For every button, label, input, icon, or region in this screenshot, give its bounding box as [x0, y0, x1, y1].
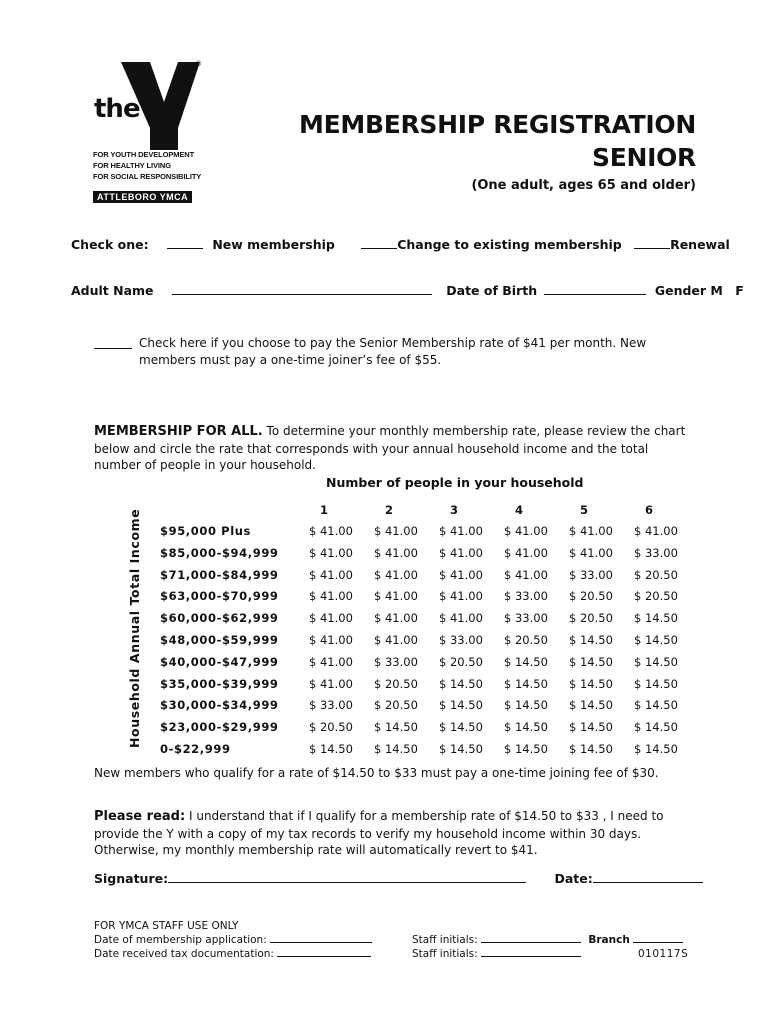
gender-f-option[interactable]: F [735, 283, 744, 298]
staff-tax-date-row [94, 948, 371, 960]
staff-initials-field-2[interactable] [481, 948, 581, 957]
column-header-2: 2 [384, 503, 393, 517]
senior-rate-line-2: members must pay a one-time joiner’s fee of $55. [139, 352, 442, 367]
signature-date-field[interactable] [593, 872, 703, 883]
svg-text:®: ® [196, 61, 202, 68]
rate-cell[interactable]: $ 33.00 [569, 567, 613, 582]
rate-cell[interactable]: $ 20.50 [634, 567, 678, 582]
branch-field[interactable] [633, 934, 683, 943]
rate-cell[interactable]: $ 41.00 [504, 567, 548, 582]
income-row-label: $95,000 Plus [160, 524, 251, 538]
rate-cell[interactable]: $ 41.00 [309, 524, 353, 538]
dob-field[interactable] [544, 284, 646, 295]
title-line-1: MEMBERSHIP REGISTRATION [299, 110, 696, 139]
rate-cell[interactable]: $ 41.00 [439, 545, 483, 560]
form-title [236, 108, 696, 193]
row-axis-label: Household Annual Total Income [127, 508, 142, 748]
rate-cell[interactable]: $ 14.50 [634, 742, 678, 756]
svg-text:YMCA: YMCA [161, 115, 178, 137]
rate-cell[interactable]: $ 20.50 [439, 654, 483, 669]
rate-cell[interactable]: $ 14.50 [439, 742, 483, 756]
gender-label: Gender M [654, 283, 723, 298]
form-code: 010117S [638, 948, 689, 960]
check-one-label: Check one: [71, 237, 149, 252]
form-subtitle: (One adult, ages 65 and older) [471, 178, 696, 193]
membership-for-all-line-3: number of people in your household. [94, 458, 316, 472]
rate-cell[interactable]: $ 14.50 [504, 698, 548, 713]
rate-cell[interactable]: $ 14.50 [504, 654, 548, 669]
column-header-3: 3 [449, 503, 458, 517]
rate-cell[interactable]: $ 20.50 [309, 720, 353, 735]
rate-cell[interactable]: $ 41.00 [309, 567, 353, 582]
joining-fee-note: New members who qualify for a rate of $14.50 to $33 must pay a one-time joining fee of $30. [94, 766, 659, 780]
rate-cell[interactable]: $ 14.50 [634, 654, 678, 669]
rate-cell[interactable]: $ 14.50 [634, 633, 678, 647]
new-membership-checkbox[interactable] [167, 238, 203, 249]
adult-name-label: Adult Name [71, 283, 154, 298]
rate-cell[interactable]: $ 14.50 [569, 676, 613, 691]
income-row-label: $35,000-$39,999 [160, 676, 279, 691]
rate-cell[interactable]: $ 41.00 [309, 654, 353, 669]
rate-cell[interactable]: $ 20.50 [504, 633, 548, 647]
change-membership-label: Change to existing membership [397, 237, 622, 252]
please-read-paragraph [94, 808, 714, 859]
staff-app-date-row [94, 934, 372, 946]
check-one-row [71, 237, 730, 252]
staff-heading: FOR YMCA STAFF USE ONLY [94, 920, 239, 932]
rate-cell[interactable]: $ 33.00 [374, 654, 418, 669]
income-row-label: $40,000-$47,999 [160, 654, 279, 669]
dob-label: Date of Birth [446, 283, 538, 298]
column-header-5: 5 [579, 503, 588, 517]
rate-cell[interactable]: $ 20.50 [374, 676, 418, 691]
income-row-label: $71,000-$84,999 [160, 567, 279, 582]
title-line-2: SENIOR [591, 143, 696, 172]
rate-cell[interactable]: $ 41.00 [309, 611, 353, 626]
signature-field[interactable] [168, 872, 526, 883]
rate-cell[interactable]: $ 14.50 [374, 720, 418, 735]
rate-cell[interactable]: $ 41.00 [439, 611, 483, 626]
table-title: Number of people in your household [326, 475, 584, 490]
rate-cell[interactable]: $ 14.50 [309, 742, 353, 756]
column-header-6: 6 [644, 503, 653, 517]
rate-cell[interactable]: $ 33.00 [634, 545, 678, 560]
rate-cell[interactable]: $ 20.50 [634, 589, 678, 604]
logo-the-text: the [94, 94, 140, 124]
rate-cell[interactable]: $ 41.00 [374, 633, 418, 647]
rate-cell[interactable]: $ 41.00 [309, 545, 353, 560]
membership-for-all-paragraph [94, 423, 694, 474]
rate-cell[interactable]: $ 14.50 [634, 698, 678, 713]
renewal-checkbox[interactable] [634, 238, 670, 249]
income-row-label: $85,000-$94,999 [160, 545, 279, 560]
staff-tax-date-field[interactable] [277, 948, 371, 957]
rate-cell[interactable]: $ 20.50 [374, 698, 418, 713]
adult-info-row [71, 283, 744, 298]
rate-cell[interactable]: $ 14.50 [439, 676, 483, 691]
rate-cell[interactable]: $ 14.50 [504, 742, 548, 756]
income-row-label: $60,000-$62,999 [160, 611, 279, 626]
rate-cell[interactable]: $ 14.50 [569, 698, 613, 713]
column-header-1: 1 [319, 503, 328, 517]
staff-initials-label-2: Staff initials: [412, 948, 478, 960]
rate-cell[interactable]: $ 41.00 [374, 545, 418, 560]
date-label: Date: [554, 871, 593, 886]
membership-for-all-line-2: below and circle the rate that corresponds with your annual household income and the total [94, 441, 649, 456]
rate-cell[interactable]: $ 41.00 [569, 545, 613, 560]
rate-cell[interactable]: $ 14.50 [634, 676, 678, 691]
ymca-logo [92, 58, 212, 208]
income-row-label: $48,000-$59,999 [160, 633, 279, 647]
rate-cell[interactable]: $ 14.50 [569, 720, 613, 735]
staff-app-date-field[interactable] [270, 934, 372, 943]
column-header-4: 4 [514, 503, 523, 517]
rate-cell[interactable]: $ 41.00 [569, 524, 613, 538]
rate-cell[interactable]: $ 14.50 [634, 611, 678, 626]
logo-line-3: FOR SOCIAL RESPONSIBILITY [93, 172, 202, 181]
rate-cell[interactable]: $ 41.00 [309, 589, 353, 604]
staff-tax-date-label: Date received tax documentation: [94, 948, 274, 960]
rate-cell[interactable]: $ 33.00 [504, 589, 548, 604]
income-row-label: 0-$22,999 [160, 742, 231, 756]
logo-line-2: FOR HEALTHY LIVING [93, 161, 171, 170]
staff-app-date-label: Date of membership application: [94, 934, 267, 946]
renewal-label: Renewal [670, 237, 730, 252]
rate-cell[interactable]: $ 41.00 [374, 611, 418, 626]
rate-cell[interactable]: $ 41.00 [374, 589, 418, 604]
rate-cell[interactable]: $ 41.00 [309, 676, 353, 691]
rate-cell[interactable]: $ 41.00 [504, 524, 548, 538]
senior-rate-line-1: Check here if you choose to pay the Senior Membership rate of $41 per month. New [139, 336, 647, 350]
senior-rate-option [94, 335, 694, 368]
rate-cell[interactable]: $ 41.00 [439, 524, 483, 538]
rate-cell[interactable]: $ 14.50 [569, 742, 613, 756]
please-read-line-2: provide the Y with a copy of my tax records to verify my household income within 30 days. [94, 826, 642, 841]
please-read-line-3: Otherwise, my monthly membership rate will automatically revert to $41. [94, 843, 538, 857]
senior-rate-checkbox[interactable] [94, 338, 132, 349]
income-row-label: $30,000-$34,999 [160, 698, 279, 713]
staff-initials-row-1 [412, 934, 683, 946]
staff-initials-field-1[interactable] [481, 934, 581, 943]
logo-branch: ATTLEBORO YMCA [93, 191, 192, 203]
rate-cell[interactable]: $ 20.50 [569, 589, 613, 604]
rate-cell[interactable]: $ 41.00 [439, 589, 483, 604]
rate-cell[interactable]: $ 41.00 [374, 567, 418, 582]
rate-cell[interactable]: $ 41.00 [374, 524, 418, 538]
new-membership-label: New membership [212, 237, 335, 252]
change-membership-checkbox[interactable] [361, 238, 397, 249]
rate-cell[interactable]: $ 14.50 [504, 676, 548, 691]
rate-cell[interactable]: $ 41.00 [309, 633, 353, 647]
senior-rate-text [139, 335, 694, 368]
please-read-heading: Please read: [94, 809, 186, 824]
membership-for-all-heading: MEMBERSHIP FOR ALL. [94, 424, 263, 439]
please-read-line-1: I understand that if I qualify for a membership rate of $14.50 to $33 , I need to [185, 809, 664, 823]
staff-initials-row-2 [412, 948, 581, 960]
adult-name-field[interactable] [172, 284, 432, 295]
rate-cell[interactable]: $ 33.00 [309, 698, 353, 713]
income-row-label: $23,000-$29,999 [160, 720, 279, 735]
rate-cell[interactable]: $ 14.50 [569, 654, 613, 669]
rate-cell[interactable]: $ 33.00 [504, 611, 548, 626]
rate-cell[interactable]: $ 14.50 [439, 698, 483, 713]
rate-cell[interactable]: $ 14.50 [374, 742, 418, 756]
rate-cell[interactable]: $ 41.00 [439, 567, 483, 582]
income-row-label: $63,000-$70,999 [160, 589, 279, 604]
rate-cell[interactable]: $ 41.00 [504, 545, 548, 560]
rate-cell[interactable]: $ 33.00 [439, 633, 483, 647]
signature-row [94, 871, 703, 886]
branch-label: Branch [588, 934, 630, 946]
signature-label: Signature: [94, 871, 169, 886]
staff-initials-label-1: Staff initials: [412, 934, 478, 946]
rate-cell[interactable]: $ 14.50 [634, 720, 678, 735]
membership-for-all-line-1: To determine your monthly membership rate, please review the chart [262, 424, 686, 438]
rate-cell[interactable]: $ 14.50 [504, 720, 548, 735]
rate-cell[interactable]: $ 14.50 [569, 633, 613, 647]
logo-tagline [93, 149, 201, 182]
rate-cell[interactable]: $ 14.50 [439, 720, 483, 735]
rate-cell[interactable]: $ 20.50 [569, 611, 613, 626]
rate-cell[interactable]: $ 41.00 [634, 524, 678, 538]
logo-line-1: FOR YOUTH DEVELOPMENT [93, 150, 195, 159]
